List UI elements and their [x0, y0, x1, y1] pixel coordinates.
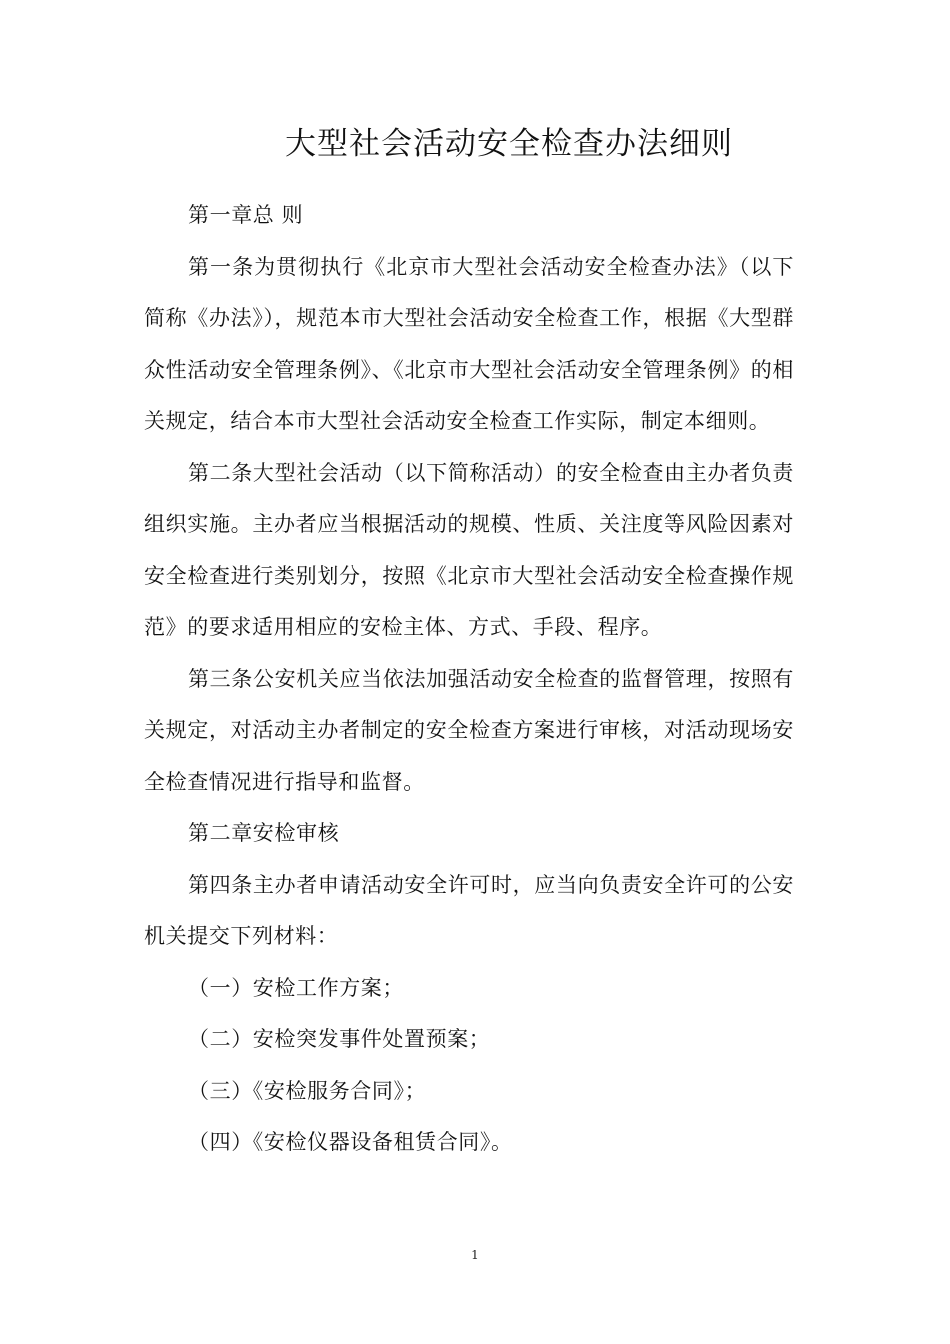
article-paragraph: 第二条大型社会活动（以下简称活动）的安全检查由主办者负责组织实施。主办者应当根据活动的规模、性质、关注度等风险因素对安全检查进行类别划分，按照《北京市大型社会活动安全检查操作规范》的要求适用相应的安检主体、方式、手段、程序。: [144, 460, 794, 639]
document-body: [144, 190, 794, 1169]
chapter-heading: 第一章总 则: [188, 203, 304, 227]
document-title: 大型社会活动安全检查办法细则: [285, 126, 733, 162]
list-item: （一）安检工作方案；: [188, 975, 404, 1000]
chapter-heading: 第二章安检审核: [188, 821, 340, 845]
list-item: （二）安检突发事件处置预案；: [188, 1027, 491, 1051]
article-paragraph: 第一条为贯彻执行《北京市大型社会活动安全检查办法》（以下简称《办法》），规范本市大型社会活动安全检查工作，根据《大型群众性活动安全管理条例》、《北京市大型社会活动安全管理条例》的相关规定，结合本市大型社会活动安全检查工作实际，制定本细则。: [144, 254, 794, 433]
article-paragraph: 第三条公安机关应当依法加强活动安全检查的监督管理，按照有关规定，对活动主办者制定的安全检查方案进行审核，对活动现场安全检查情况进行指导和监督。: [144, 666, 794, 794]
list-item: （四）《安检仪器设备租赁合同》。: [188, 1130, 513, 1154]
list-item: （三）《安检服务合同》；: [188, 1078, 427, 1103]
article-paragraph: 第四条主办者申请活动安全许可时，应当向负责安全许可的公安机关提交下列材料：: [144, 872, 794, 948]
page-number: 1: [471, 1248, 479, 1262]
